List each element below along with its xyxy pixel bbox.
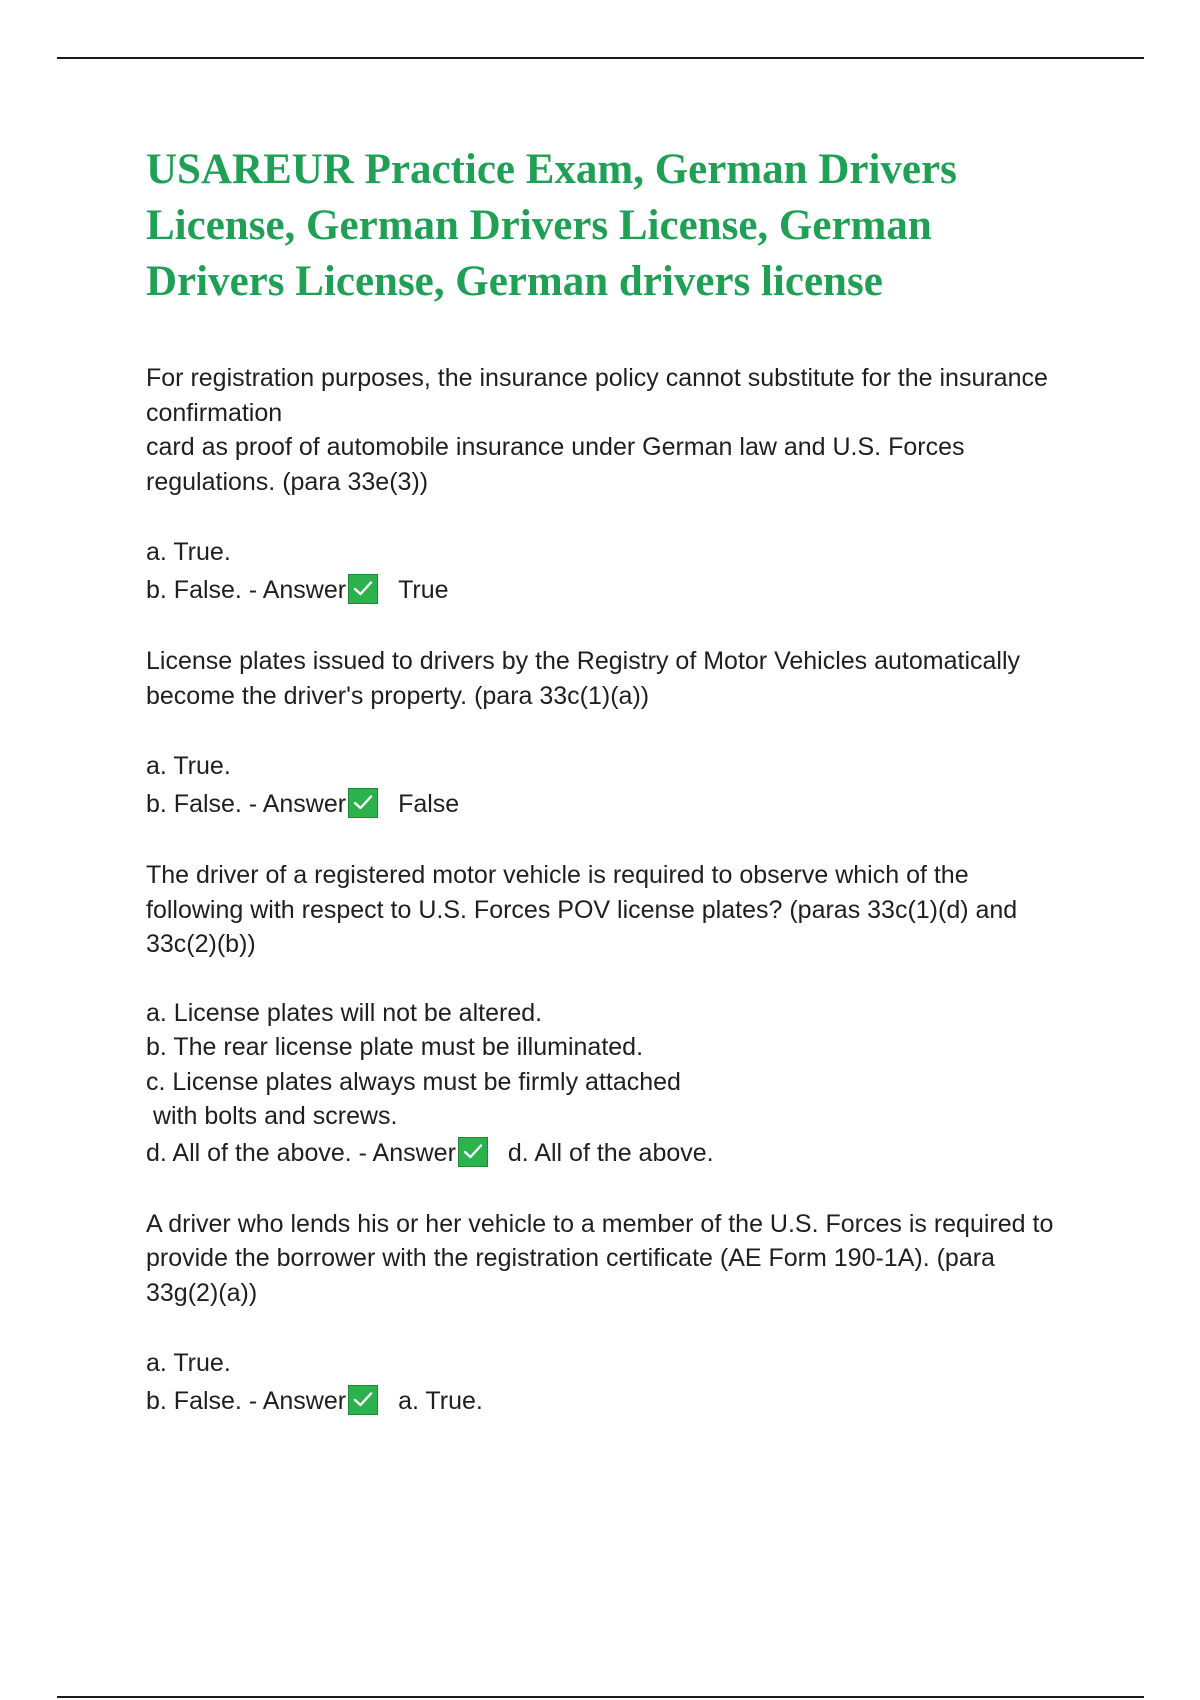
last-option-label: d. All of the above. - Answer	[146, 1138, 456, 1167]
answer-options	[146, 533, 1106, 609]
answer-value: True	[398, 576, 449, 604]
question-line: become the driver's property. (para 33c(1)(a))	[146, 681, 650, 710]
question-text	[146, 644, 1106, 713]
question-block	[146, 644, 1106, 823]
answer-value: False	[398, 790, 460, 818]
question-line: The driver of a registered motor vehicle is required to observe which of the	[146, 861, 969, 889]
option-line: a. True.	[146, 538, 231, 566]
answer-line	[146, 1134, 1106, 1172]
answer-value: d. All of the above.	[507, 1138, 714, 1167]
check-mark-icon	[348, 574, 378, 604]
question-line: For registration purposes, the insurance policy cannot substitute for the insurance	[146, 364, 1048, 392]
question-line: card as proof of automobile insurance under German law and U.S. Forces	[146, 433, 965, 461]
question-block	[146, 361, 1106, 609]
question-text	[146, 1207, 1106, 1311]
option-line: a. True.	[146, 1349, 231, 1377]
option-line: with bolts and screws.	[146, 1102, 398, 1130]
question-block	[146, 858, 1106, 1172]
question-text	[146, 361, 1106, 499]
question-line: following with respect to U.S. Forces POV license plates? (paras 33c(1)(d) and	[146, 895, 1018, 924]
bottom-rule	[57, 1696, 1144, 1698]
question-line: 33c(2)(b))	[146, 930, 256, 958]
last-option-label: b. False. - Answer	[146, 576, 347, 604]
answer-line	[146, 785, 1106, 823]
last-option-label: b. False. - Answer	[146, 790, 347, 818]
question-list	[146, 361, 1106, 1455]
question-line: provide the borrower with the registration certificate (AE Form 190-1A). (para	[146, 1244, 995, 1272]
answer-line	[146, 1382, 1106, 1420]
last-option-label: b. False. - Answer	[146, 1387, 347, 1415]
option-line: a. License plates will not be altered.	[146, 998, 543, 1027]
answer-value: a. True.	[398, 1387, 483, 1415]
answer-options	[146, 996, 1106, 1172]
answer-line	[146, 571, 1106, 609]
top-rule	[57, 57, 1144, 59]
question-line: confirmation	[146, 398, 283, 427]
question-line: regulations. (para 33e(3))	[146, 467, 429, 496]
answer-options	[146, 1344, 1106, 1420]
question-line: A driver who lends his or her vehicle to a member of the U.S. Forces is required to	[146, 1209, 1054, 1238]
question-line: 33g(2)(a))	[146, 1278, 258, 1307]
question-text	[146, 858, 1106, 962]
check-mark-icon	[348, 1385, 378, 1415]
check-mark-icon	[348, 788, 378, 818]
answer-options	[146, 747, 1106, 823]
question-line: License plates issued to drivers by the Registry of Motor Vehicles automatically	[146, 647, 1021, 675]
option-line: b. The rear license plate must be illuminated.	[146, 1033, 644, 1061]
option-line: c. License plates always must be firmly attached	[146, 1067, 681, 1096]
question-block	[146, 1207, 1106, 1421]
check-mark-icon	[458, 1137, 488, 1167]
document-title: USAREUR Practice Exam, German Drivers License, German Drivers License, German Drivers License, German drivers license	[146, 146, 957, 305]
option-line: a. True.	[146, 752, 231, 780]
